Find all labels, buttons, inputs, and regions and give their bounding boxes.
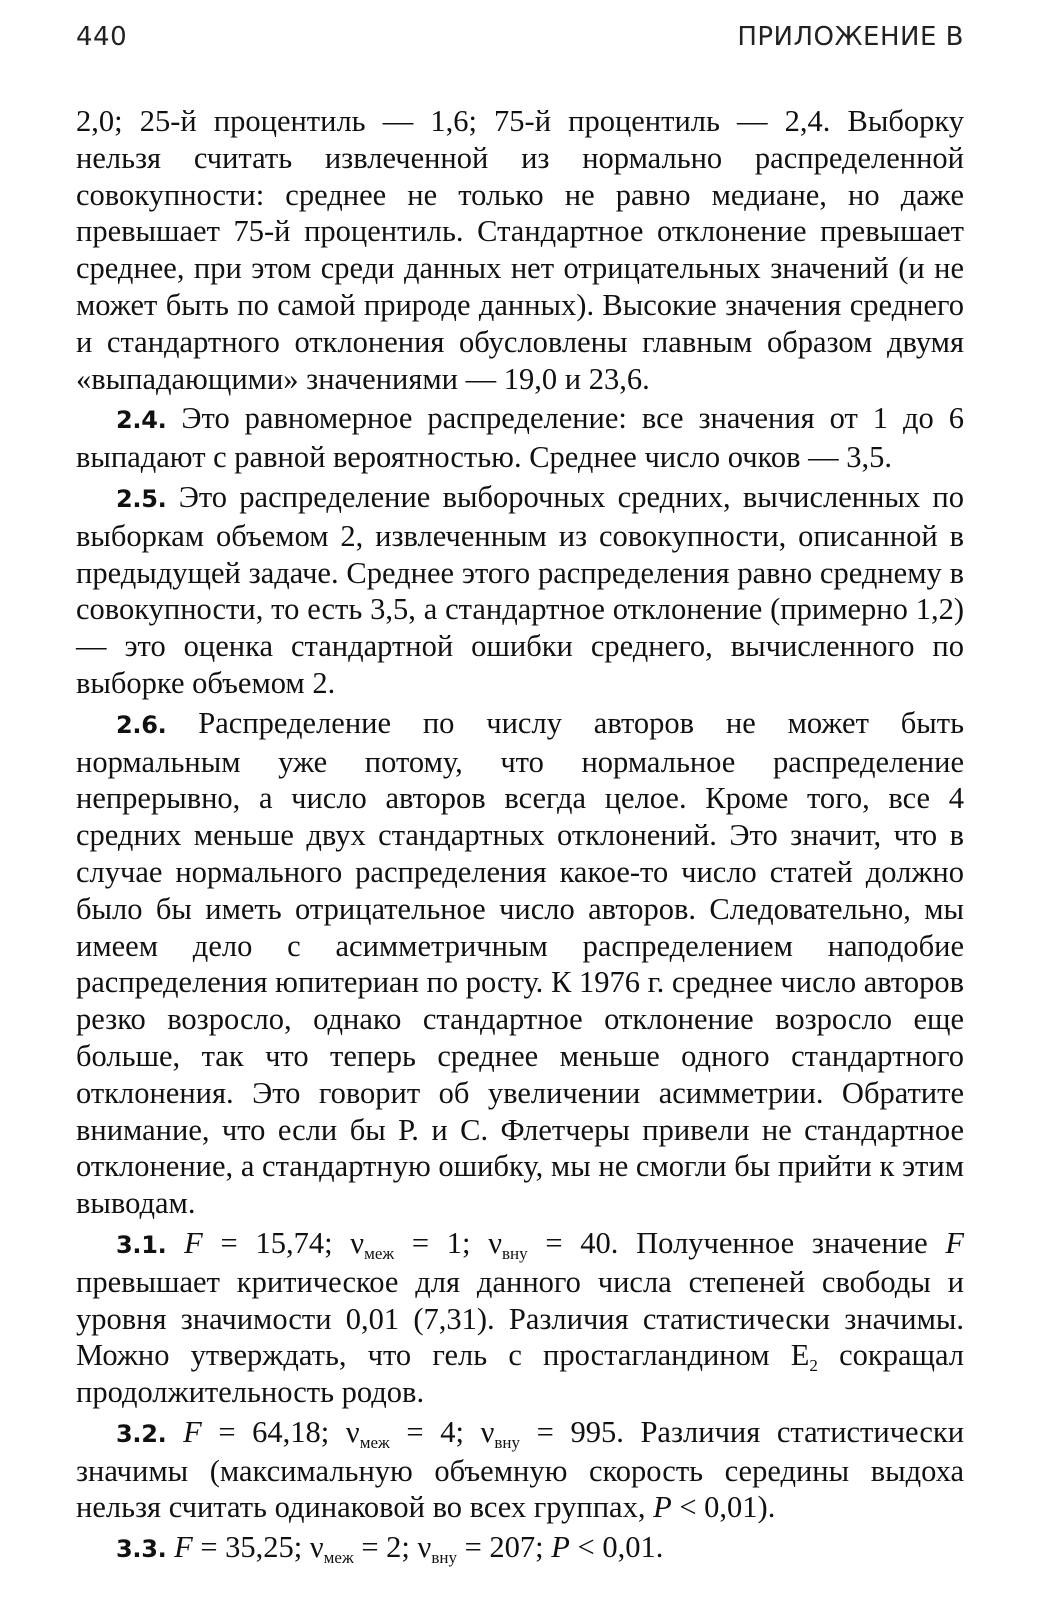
subscript: 2 [809, 1356, 818, 1376]
formula [183, 1414, 624, 1452]
subscript: вну [431, 1548, 457, 1568]
answer-number: 3.1. [116, 1230, 167, 1259]
formula-part: = 207; [456, 1530, 552, 1565]
formula-part: = 995. [520, 1414, 624, 1449]
formula-part: = 35,25; ν [192, 1530, 324, 1565]
subscript: меж [364, 1243, 395, 1263]
formula-part: = 40. [527, 1225, 619, 1260]
subscript: меж [359, 1432, 390, 1452]
formula-part: < 0,01. [569, 1530, 664, 1565]
answer-number: 2.5. [116, 484, 167, 513]
paragraph-text: 2,0; 25-й процентиль — 1,6; 75-й процентиль — 2,4. Выборку нельзя считать извлеченной из нормально распределенной совокупности: среднее не только не равно медиане, но даже превышает 75-й процентиль. Стандартное отклонение превышает среднее, при этом среди данных нет отрицательных значений (и не может быть по самой природе данных). Высокие значения среднего и стандартного отклонения обусловлены главным образом двумя «выпадающими» значениями — 19,0 и 23,6. [76, 104, 964, 396]
formula-part: = 2; ν [353, 1530, 432, 1565]
p-symbol: P [551, 1530, 570, 1565]
answer-3-3 [76, 1529, 964, 1568]
paragraph-continuation [76, 103, 964, 397]
f-symbol: F [183, 1414, 202, 1449]
answer-number: 3.2. [116, 1419, 167, 1448]
answer-text: Различия статистически значимы (максимальную объемную скорость середины выдоха нельзя считать одинаковой во всех группах, [76, 1414, 965, 1525]
subscript: вну [494, 1432, 520, 1452]
answer-text: Это распределение выборочных средних, вычисленных по выборкам объемом 2, извлеченным из совокупности, описанной в предыдущей задаче. Среднее этого распределения равно среднему в совокупности, то есть 3,5, а стандартное отклонение (примерно 1,2) — это оценка стандартной ошибки среднего, вычисленного по выборке объемом 2. [76, 479, 964, 700]
formula-part: = 1; ν [394, 1225, 503, 1260]
answer-number: 2.6. [116, 710, 167, 739]
book-page [76, 0, 964, 1600]
formula [174, 1530, 664, 1568]
formula-part: = 4; ν [389, 1414, 495, 1449]
body-text [76, 103, 964, 1571]
answer-text: Полученное значение [618, 1225, 946, 1260]
answer-2-5 [76, 479, 964, 702]
answer-text: Распределение по числу авторов не может быть нормальным уже потому, что нормальное распределение непрерывно, а число авторов всегда целое. Кроме того, все 4 средних меньше двух стандартных отклонений. Это значит, что в случае нормального распределения какое-то число статей должно было бы иметь отрицательное число авторов. Следовательно, мы имеем дело с асимметричным распределением наподобие распределения юпитериан по росту. К 1976 г. среднее число авторов резко возросло, однако стандартное отклонение возросло еще больше, так что теперь среднее меньше одного стандартного отклонения. Это говорит об увеличении асимметрии. Обратите внимание, что если бы Р. и С. Флетчеры привели не стандартное отклонение, а стандартную ошибку, мы не смогли бы прийти к этим выводам. [76, 705, 964, 1221]
f-symbol: F [945, 1225, 965, 1260]
running-title: ПРИЛОЖЕНИЕ В [737, 22, 964, 52]
answer-text: Это равномерное распределение: все значения от 1 до 6 выпадают с равной вероятностью. Среднее число очков — 3,5. [76, 401, 965, 475]
f-symbol: F [184, 1225, 203, 1260]
answer-2-4 [76, 400, 964, 476]
answer-3-1 [76, 1225, 964, 1411]
formula-part: = 15,74; ν [202, 1225, 365, 1260]
answer-text: сокращал продолжительность родов. [76, 1338, 964, 1410]
answer-number: 2.4. [116, 406, 167, 435]
page-number: 440 [76, 22, 128, 52]
answer-text: < 0,01). [671, 1490, 776, 1525]
p-symbol: P [653, 1490, 672, 1525]
subscript: меж [323, 1548, 354, 1568]
subscript: вну [502, 1243, 528, 1263]
answer-3-2 [76, 1414, 964, 1526]
formula [184, 1225, 619, 1263]
answer-text: превышает критическое для данного числа степеней свободы и уровня значимости 0,01 (7,31). Различия статистически значимы. Можно утверждать, что гель с простагландином E [76, 1264, 964, 1373]
formula-part: = 64,18; ν [201, 1414, 360, 1449]
answer-2-6 [76, 705, 964, 1222]
answer-number: 3.3. [116, 1535, 167, 1564]
page-header [76, 22, 964, 62]
f-symbol: F [174, 1530, 193, 1565]
